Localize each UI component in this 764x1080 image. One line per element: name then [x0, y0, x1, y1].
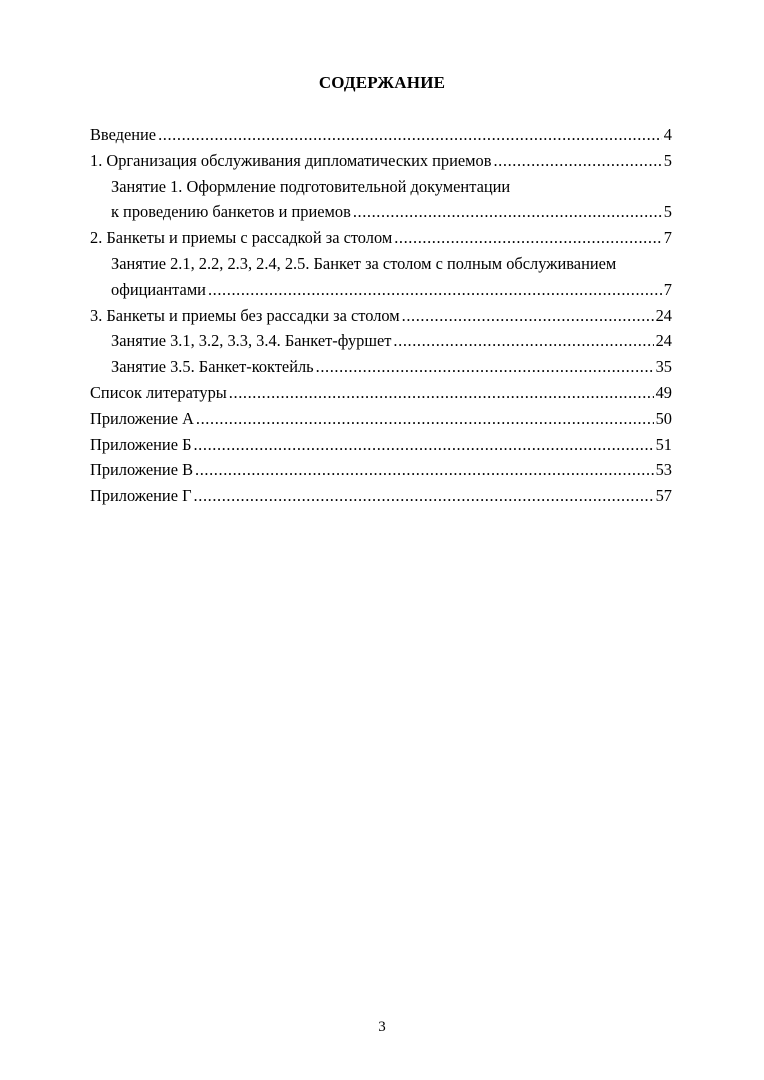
toc-entry-lesson-1[interactable]	[90, 199, 672, 225]
toc-dot-leader	[208, 277, 662, 303]
toc-dot-leader	[353, 199, 662, 225]
toc-dot-leader	[229, 380, 654, 406]
toc-entry-label: 2. Банкеты и приемы с рассадкой за столом	[90, 228, 393, 248]
toc-entry-page: 51	[655, 434, 672, 454]
toc-entry-lesson-2-line-1[interactable]	[90, 251, 672, 277]
toc-entry-lesson-2[interactable]	[90, 277, 672, 303]
page-title: СОДЕРЖАНИЕ	[318, 73, 446, 92]
toc-entry-appendix-d[interactable]	[90, 483, 672, 509]
toc-entry-page: 5	[663, 150, 672, 170]
toc-entry-page: 53	[655, 460, 672, 480]
toc-dot-leader	[493, 148, 661, 174]
toc-entry-lesson-3a[interactable]	[90, 328, 672, 354]
toc-dot-leader	[393, 328, 653, 354]
toc-entry-introduction[interactable]	[90, 122, 672, 148]
toc-entry-page: 49	[655, 382, 672, 402]
toc-entry-lesson-3b[interactable]	[90, 354, 672, 380]
page-number: 3	[378, 1019, 386, 1035]
toc-entry-label: Список литературы	[90, 382, 227, 402]
toc-entry-label: к проведению банкетов и приемов	[111, 202, 351, 222]
toc-entry-label: Приложение А	[90, 408, 194, 428]
toc-entry-appendix-c[interactable]	[90, 457, 672, 483]
toc-entry-page: 7	[663, 228, 672, 248]
toc-entry-lesson-1-line-1[interactable]	[90, 174, 672, 200]
toc-entry-label: Приложение Г	[90, 486, 192, 506]
toc-dot-leader	[195, 457, 654, 483]
toc-entry-appendix-a[interactable]	[90, 406, 672, 432]
toc-entry-page: 50	[655, 408, 672, 428]
toc-entry-section-1[interactable]	[90, 148, 672, 174]
toc-entry-page: 7	[663, 279, 672, 299]
toc-dot-leader	[193, 432, 653, 458]
toc-dot-leader	[194, 483, 654, 509]
toc-entry-page: 35	[655, 357, 672, 377]
toc-entry-appendix-b[interactable]	[90, 432, 672, 458]
toc-entry-page: 4	[663, 125, 672, 144]
toc-dot-leader	[196, 406, 654, 432]
toc-entry-page: 57	[655, 486, 672, 506]
toc-entry-label: Занятие 3.1, 3.2, 3.3, 3.4. Банкет-фуршет	[111, 331, 392, 351]
toc-entry-bibliography[interactable]	[90, 380, 672, 406]
toc-entry-section-2[interactable]	[90, 225, 672, 251]
toc-entry-label: Занятие 3.5. Банкет-коктейль	[111, 357, 314, 377]
toc-entry-section-3[interactable]	[90, 303, 672, 329]
table-of-contents	[90, 122, 672, 509]
toc-entry-label: Занятие 2.1, 2.2, 2.3, 2.4, 2.5. Банкет за столом с полным обслуживанием	[111, 253, 617, 273]
toc-dot-leader	[316, 354, 654, 380]
toc-entry-label: Приложение В	[90, 460, 194, 480]
toc-entry-label: официантами	[111, 279, 206, 299]
toc-dot-leader	[158, 122, 662, 148]
toc-dot-leader	[402, 303, 654, 329]
toc-entry-label: 3. Банкеты и приемы без рассадки за столом	[90, 305, 400, 325]
toc-entry-label: 1. Организация обслуживания дипломатических приемов	[90, 150, 492, 170]
toc-entry-page: 24	[655, 305, 672, 325]
toc-dot-leader	[394, 225, 662, 251]
toc-entry-page: 24	[655, 331, 672, 351]
toc-entry-label: Занятие 1. Оформление подготовительной документации	[111, 176, 511, 196]
toc-entry-page: 5	[663, 202, 672, 222]
toc-entry-label: Введение	[90, 125, 157, 144]
toc-entry-label: Приложение Б	[90, 434, 192, 454]
